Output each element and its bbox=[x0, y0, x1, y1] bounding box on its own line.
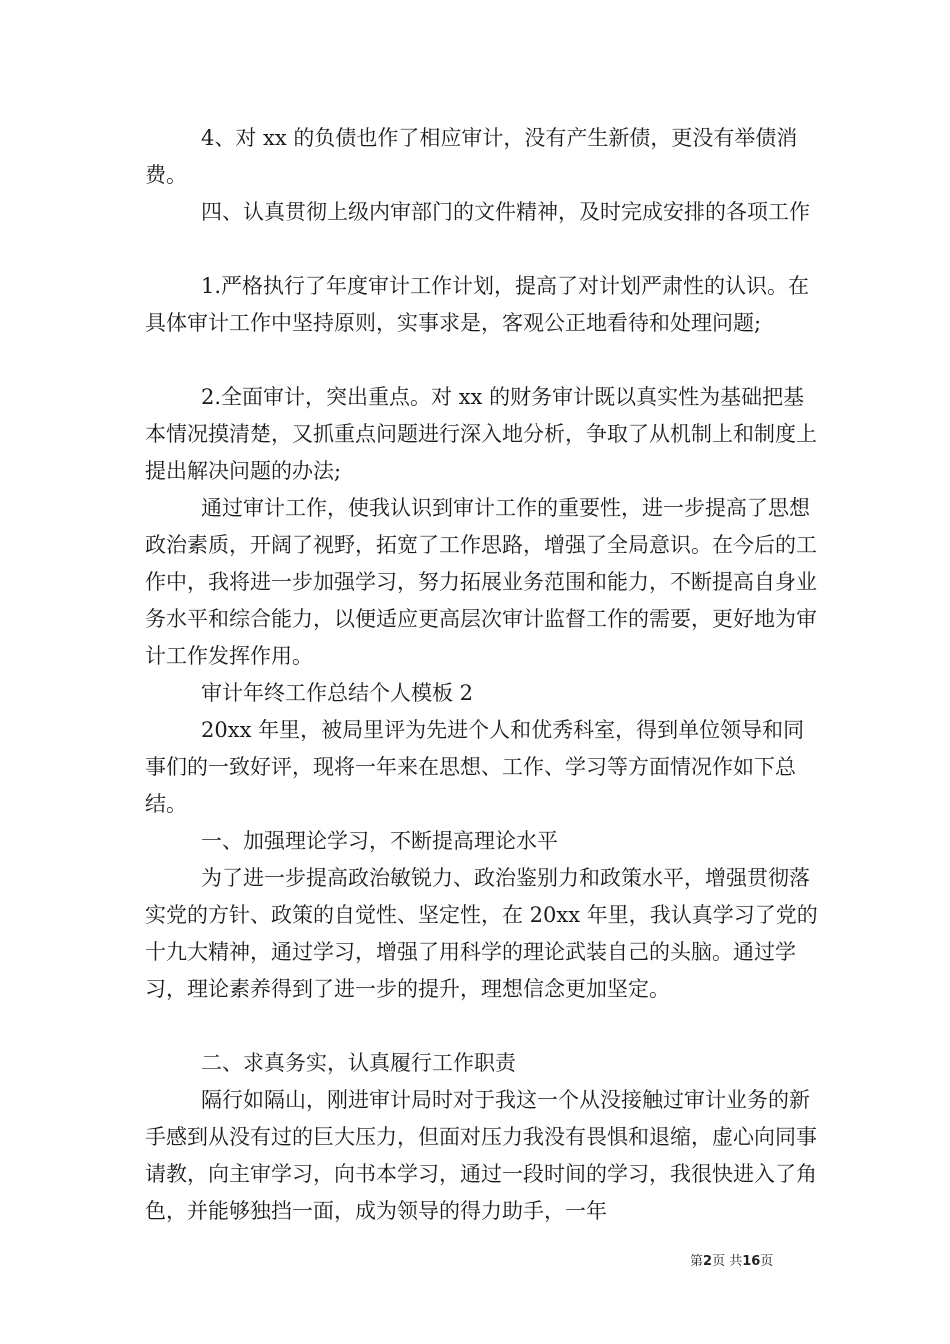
section-heading: 四、认真贯彻上级内审部门的文件精神，及时完成安排的各项工作 bbox=[201, 200, 810, 224]
paragraph: 4、对 xx 的负债也作了相应审计，没有产生新债，更没有举债消费。 bbox=[145, 126, 798, 187]
paragraph: 1.严格执行了年度审计工作计划，提高了对计划严肃性的认识。在具体审计工作中坚持原则，实事求是，客观公正地看待和处理问题; bbox=[145, 274, 810, 335]
footer-page-number: 2 bbox=[703, 1254, 713, 1269]
page-footer bbox=[690, 1250, 773, 1269]
document-title: 审计年终工作总结个人模板 2 bbox=[201, 681, 474, 705]
paragraph: 2.全面审计，突出重点。对 xx 的财务审计既以真实性为基础把基本情况摸清楚，又抓重点问题进行深入地分析，争取了从机制上和制度上提出解决问题的办法; bbox=[145, 385, 817, 483]
section-heading: 一、加强理论学习，不断提高理论水平 bbox=[201, 829, 558, 853]
footer-suffix: 页 bbox=[760, 1254, 774, 1269]
footer-total-pages: 16 bbox=[742, 1254, 761, 1269]
footer-middle: 页 共 bbox=[712, 1254, 743, 1269]
section-heading: 二、求真务实，认真履行工作职责 bbox=[201, 1051, 516, 1075]
paragraph: 为了进一步提高政治敏锐力、政治鉴别力和政策水平，增强贯彻落实党的方针、政策的自觉性、坚定性，在 20xx 年里，我认真学习了党的十九大精神，通过学习，增强了用科学的理论武装自己的头脑。通过学习，理论素养得到了进一步的提升，理想信念更加坚定。 bbox=[145, 866, 818, 1001]
paragraph: 20xx 年里，被局里评为先进个人和优秀科室，得到单位领导和同事们的一致好评，现将一年来在思想、工作、学习等方面情况作如下总结。 bbox=[145, 718, 805, 816]
paragraph: 隔行如隔山，刚进审计局时对于我这一个从没接触过审计业务的新手感到从没有过的巨大压力，但面对压力我没有畏惧和退缩，虚心向同事请教，向主审学习，向书本学习，通过一段时间的学习，我很快进入了角色，并能够独挡一面，成为领导的得力助手，一年 bbox=[145, 1088, 817, 1223]
footer-prefix: 第 bbox=[690, 1254, 704, 1269]
paragraph: 通过审计工作，使我认识到审计工作的重要性，进一步提高了思想政治素质，开阔了视野，拓宽了工作思路，增强了全局意识。在今后的工作中，我将进一步加强学习，努力拓展业务范围和能力，不断提高自身业务水平和综合能力，以便适应更高层次审计监督工作的需要，更好地为审计工作发挥作用。 bbox=[145, 496, 817, 668]
